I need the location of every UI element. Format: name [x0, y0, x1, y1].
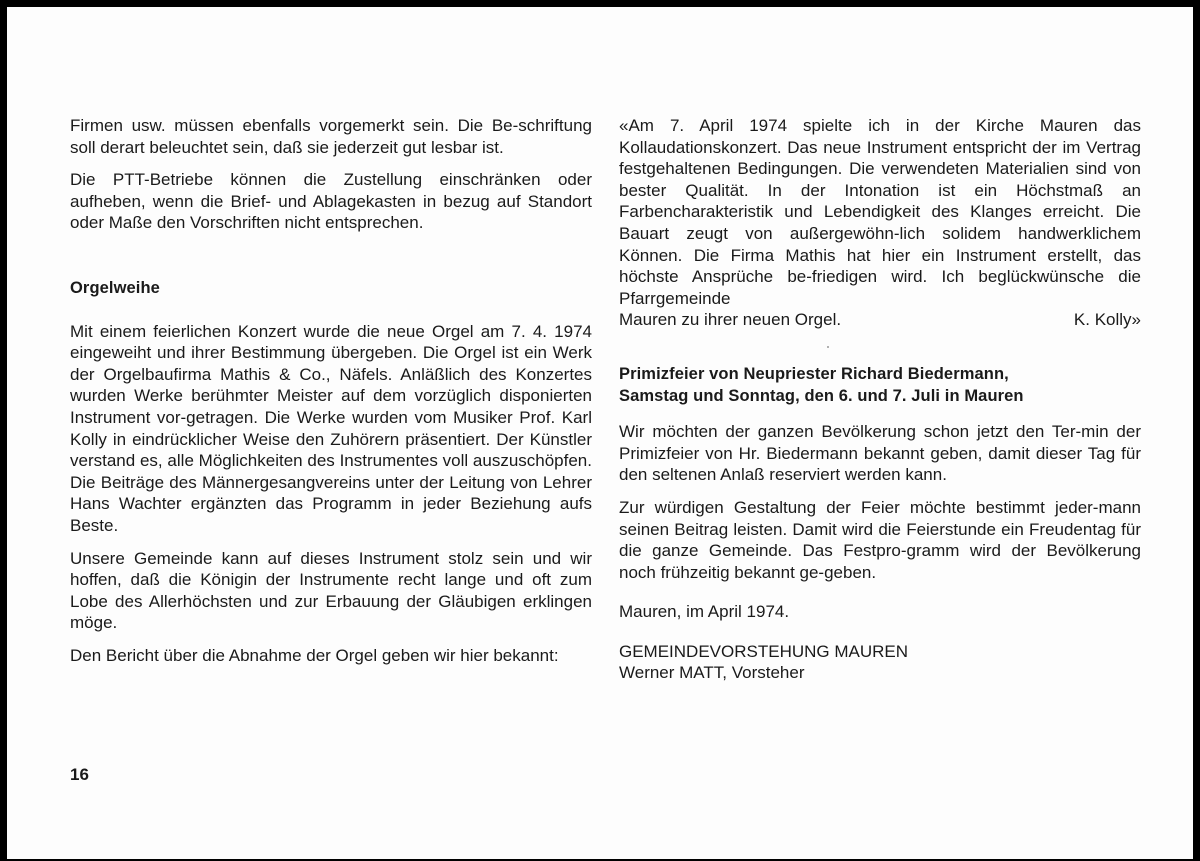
heading-primizfeier-line1: Primizfeier von Neupriester Richard Biedermann,: [619, 364, 1009, 383]
paragraph-konzert: Mit einem feierlichen Konzert wurde die neue Orgel am 7. 4. 1974 eingeweiht und ihrer Bestimmung übergeben. Die Orgel ist ein Werk der Orgelbaufirma Mathis & Co., Näfels. Anläßlich des Konzertes wurden Werke berühmter Meister auf dem vorzüglich disponierten Instrument vor-getragen. Die Werke wurden vom Musiker Prof. Karl Kolly in eindrücklicher Weise den Zuhörern präsentiert. Der Künstler verstand es, alle Möglichkeiten des Instrumentes voll auszuschöpfen. Die Beiträge des Männergesangvereins unter der Leitung von Lehrer Hans Wachter ergänzten das Programm in jeder Beziehung aufs Beste.: [70, 321, 592, 535]
paragraph-gemeinde: Unsere Gemeinde kann auf dieses Instrument stolz sein und wir hoffen, daß die Königin der Instrumente recht lange und oft zum Lobe des Allerhöchsten und zur Erbauung der Gläubigen erklingen möge.: [70, 548, 592, 633]
closing-organization: GEMEINDEVORSTEHUNG MAUREN: [619, 641, 909, 661]
quote-signature-row: [619, 309, 1141, 331]
paragraph-primiz: Wir möchten der ganzen Bevölkerung schon jetzt den Ter-min der Primizfeier von Hr. Biedermann bekannt geben, damit dieser Tag für den seltenen Anlaß reserviert werden kann.: [619, 422, 1141, 485]
quote-last-line: Mauren zu ihrer neuen Orgel.: [619, 310, 842, 330]
left-column: [70, 115, 592, 666]
paragraph-ptt: Die PTT-Betriebe können die Zustellung einschränken oder aufheben, wenn die Brief- und Ablagekasten in bezug auf Standort oder Maße den Vorschriften nicht entsprechen.: [70, 170, 592, 233]
place-date: Mauren, im April 1974.: [619, 602, 790, 622]
quote-kolly: «Am 7. April 1974 spielte ich in der Kirche Mauren das Kollaudationskonzert. Das neue Instrument entspricht der im Vertrag festgehaltenen Bedingungen. Die verwendeten Materialien sind von bester Qualität. In der Intonation ist ein Höchstmaß an Farbencharakteristik und Lebendigkeit des Klanges erreicht. Die Bauart zeugt von außergewöhn-lich solidem handwerklichem Können. Die Firma Mathis hat hier ein Instrument erstellt, das höchste Ansprüche be-friedigen wird. Ich beglückwünsche die Pfarrgemeinde: [619, 116, 1141, 308]
quote-signature: K. Kolly»: [1073, 310, 1141, 330]
page-number: 16: [70, 765, 89, 784]
print-speck: [827, 346, 829, 348]
right-column: [619, 115, 1141, 684]
document-page: [7, 7, 1193, 859]
paragraph-gestaltung: Zur würdigen Gestaltung der Feier möchte bestimmt jeder-mann seinen Beitrag leisten. Damit wird die Feierstunde ein Freudentag für die ganze Gemeinde. Das Festpro-gramm wird der Bevölkerung noch frühzeitig bekannt ge-geben.: [619, 497, 1141, 582]
heading-primizfeier-line2: Samstag und Sonntag, den 6. und 7. Juli in Mauren: [619, 386, 1024, 405]
paragraph-firmen: Firmen usw. müssen ebenfalls vorgemerkt sein. Die Be-schriftung soll derart beleuchtet sein, daß sie jederzeit gut lesbar ist.: [70, 116, 592, 157]
paragraph-bericht: Den Bericht über die Abnahme der Orgel geben wir hier bekannt:: [70, 645, 559, 665]
heading-orgelweihe: Orgelweihe: [70, 278, 160, 297]
closing-name: Werner MATT, Vorsteher: [619, 663, 805, 683]
